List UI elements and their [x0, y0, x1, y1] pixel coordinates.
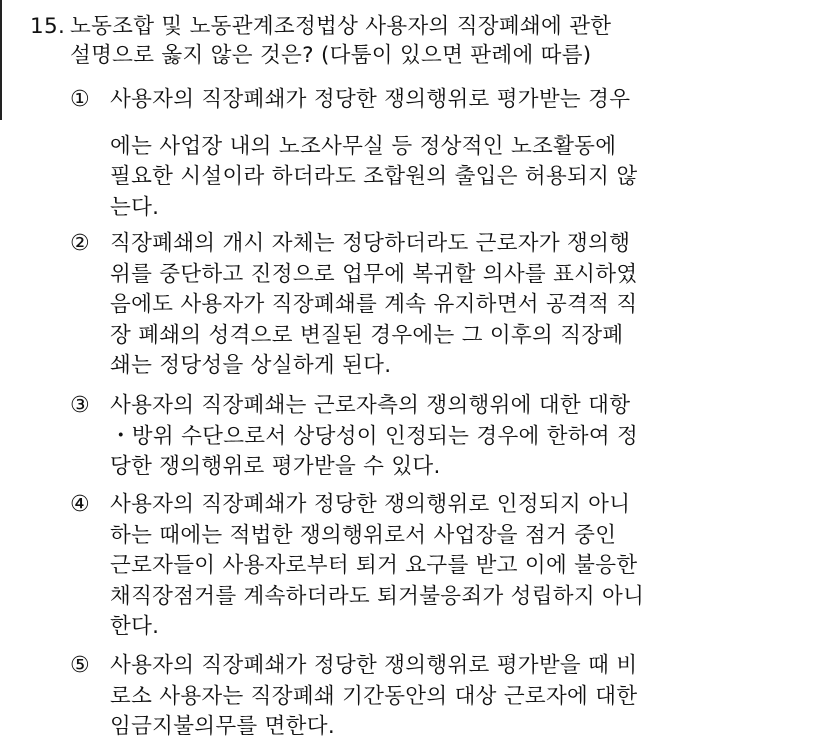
- question-text-line-1: 노동조합 및 노동관계조정법상 사용자의 직장폐쇄에 관한: [70, 14, 612, 39]
- choice-1[interactable]: [70, 85, 770, 223]
- left-border-rule: [0, 0, 2, 120]
- choice-3-line-2: ・방위 수단으로서 상당성이 인정되는 경우에 한하여 정: [110, 423, 639, 449]
- choice-2-line-2: 위를 중단하고 진정으로 업무에 복귀할 의사를 표시하였: [110, 261, 638, 287]
- choice-3-marker: ③: [70, 393, 91, 418]
- question-text-line-2: 설명으로 옳지 않은 것은? (다툼이 있으면 판례에 따름): [70, 43, 592, 68]
- question-number: 15.: [30, 14, 66, 39]
- choice-2[interactable]: [70, 229, 770, 382]
- choice-5-marker: ⑤: [70, 653, 91, 678]
- choice-1-line-2: 에는 사업장 내의 노조사무실 등 정상적인 노조활동에: [110, 133, 617, 159]
- question-line-1: [30, 12, 810, 41]
- choice-5-line-3: 임금지불의무를 면한다.: [110, 714, 335, 739]
- choice-2-line-1: 직장폐쇄의 개시 자체는 정당하더라도 근로자가 쟁의행: [110, 231, 631, 256]
- choice-1-line-3: 필요한 시설이라 하더라도 조합원의 출입은 허용되지 않: [110, 164, 638, 189]
- choice-4-line-3: 근로자들이 사용자로부터 퇴거 요구를 받고 이에 불응한: [110, 553, 638, 578]
- choice-4[interactable]: [70, 490, 770, 643]
- choice-2-line-3: 음에도 사용자가 직장폐쇄를 계속 유지하면서 공격적 직: [110, 292, 638, 317]
- choice-5-line-2: 로소 사용자는 직장폐쇄 기간동안의 대상 근로자에 대한: [110, 683, 638, 709]
- question-line-2: [30, 41, 810, 70]
- choice-1-line-4: 는다.: [110, 194, 160, 220]
- question-stem: [30, 12, 810, 70]
- choice-1-marker: ①: [70, 87, 91, 112]
- choice-3-line-1: 사용자의 직장폐쇄는 근로자측의 쟁의행위에 대한 대항: [110, 393, 631, 418]
- choice-4-line-1: 사용자의 직장폐쇄가 정당한 쟁의행위로 인정되지 아니: [110, 492, 631, 517]
- choice-3-line-3: 당한 쟁의행위로 평가받을 수 있다.: [110, 454, 441, 479]
- choice-1-line-1: 사용자의 직장폐쇄가 정당한 쟁의행위로 평가받는 경우: [110, 87, 631, 112]
- choice-4-line-5: 한다.: [110, 614, 160, 639]
- choice-4-line-4: 채직장점거를 계속하더라도 퇴거불응죄가 성립하지 아니: [110, 583, 645, 609]
- choice-2-line-5: 쇄는 정당성을 상실하게 된다.: [110, 353, 392, 378]
- choice-2-line-4: 장 폐쇄의 성격으로 변질된 경우에는 그 이후의 직장폐: [110, 322, 624, 348]
- choice-3[interactable]: [70, 391, 770, 483]
- choice-4-line-2: 하는 때에는 적법한 쟁의행위로서 사업장을 점거 중인: [110, 522, 617, 548]
- choice-5[interactable]: [70, 651, 770, 743]
- choice-4-marker: ④: [70, 492, 91, 517]
- choice-2-marker: ②: [70, 231, 91, 256]
- choice-5-line-1: 사용자의 직장폐쇄가 정당한 쟁의행위로 평가받을 때 비: [110, 653, 638, 678]
